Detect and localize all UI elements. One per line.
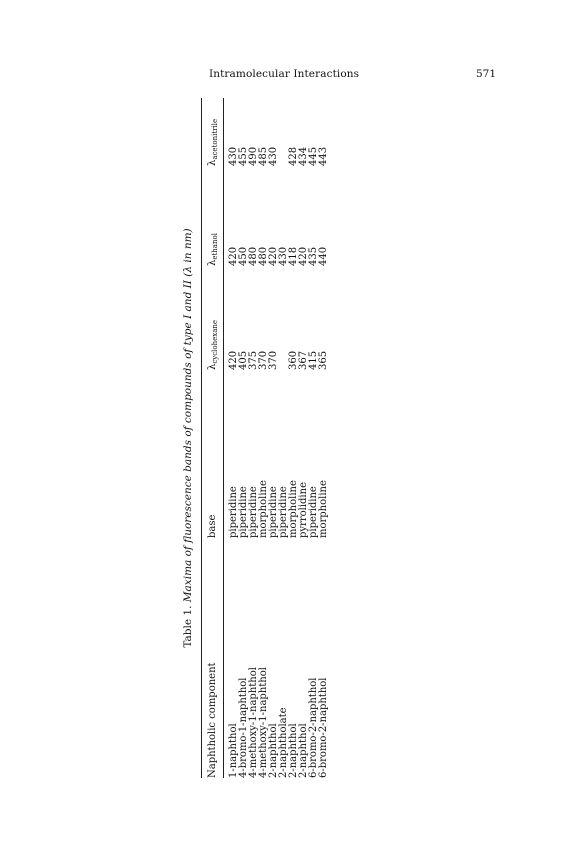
cell-component: 4-bromo-1-naphthol [238, 677, 249, 778]
cell-base: pyrrolidine [298, 482, 309, 538]
cell-ethanol: 435 [308, 246, 319, 266]
table-row [259, 98, 269, 778]
cell-acetonitrile: 490 [248, 146, 259, 166]
cell-base: piperidine [278, 486, 289, 538]
cell-base: morpholine [258, 480, 269, 538]
cell-ethanol: 440 [318, 246, 329, 266]
header-base: base [207, 514, 218, 538]
lambda-symbol: λ [207, 259, 218, 266]
table-row [269, 98, 279, 778]
rotated-table-block [181, 98, 417, 778]
cell-component: 6-bromo-2-naphthol [318, 677, 329, 778]
table-row [279, 98, 289, 778]
cell-ethanol: 418 [288, 246, 299, 266]
caption-label: Table 1. [182, 605, 194, 648]
cell-acetonitrile: 485 [258, 146, 269, 166]
cell-ethanol: 450 [238, 246, 249, 266]
header-ethanol-sub: ethanol [211, 233, 219, 260]
cell-component: 2-naphtholate [278, 707, 289, 778]
table-header-row [205, 98, 221, 778]
header-cyclohexane [205, 320, 221, 370]
cell-cyclohexane: 360 [288, 350, 299, 370]
cell-ethanol: 480 [248, 246, 259, 266]
cell-component: 2-naphthol [298, 723, 309, 778]
cell-cyclohexane: 415 [308, 350, 319, 370]
cell-cyclohexane: 365 [318, 350, 329, 370]
cell-cyclohexane: 405 [238, 350, 249, 370]
cell-cyclohexane: 420 [228, 350, 239, 370]
cell-ethanol: 430 [278, 246, 289, 266]
cell-base: morpholine [318, 480, 329, 538]
lambda-symbol: λ [207, 159, 218, 166]
header-acetonitrile-sub: acetonitrile [211, 118, 219, 160]
table-row [319, 98, 329, 778]
table-row [289, 98, 299, 778]
table-body [229, 98, 329, 778]
cell-component: 1-naphthol [228, 723, 239, 778]
cell-ethanol: 420 [268, 246, 279, 266]
cell-acetonitrile: 428 [288, 146, 299, 166]
cell-component: 2-naphthol [268, 723, 279, 778]
cell-cyclohexane: 367 [298, 350, 309, 370]
cell-component: 4-methoxy-1-naphthol [248, 667, 259, 778]
cell-base: piperidine [268, 486, 279, 538]
header-component: Naphtholic component [207, 662, 218, 778]
cell-cyclohexane: 375 [248, 350, 259, 370]
table-row [229, 98, 239, 778]
table-caption [181, 98, 195, 778]
cell-component: 6-bromo-2-naphthol [308, 677, 319, 778]
cell-base: piperidine [228, 486, 239, 538]
caption-title: Maxima of fluorescence bands of compounds of type I and II (λ in nm) [182, 228, 194, 603]
cell-acetonitrile: 455 [238, 146, 249, 166]
cell-ethanol: 420 [228, 246, 239, 266]
table-header-rule [223, 98, 224, 778]
page-number: 571 [476, 68, 497, 80]
cell-base: morpholine [288, 480, 299, 538]
cell-acetonitrile: 434 [298, 146, 309, 166]
header-acetonitrile [205, 119, 221, 166]
cell-acetonitrile: 445 [308, 146, 319, 166]
header-ethanol [205, 233, 221, 266]
cell-base: piperidine [308, 486, 319, 538]
cell-base: piperidine [238, 486, 249, 538]
table-top-rule [201, 98, 202, 778]
cell-acetonitrile: 430 [228, 146, 239, 166]
header-cyclohexane-sub: cyclohexane [211, 319, 219, 364]
cell-acetonitrile: 443 [318, 146, 329, 166]
lambda-symbol: λ [207, 363, 218, 370]
cell-acetonitrile: 430 [268, 146, 279, 166]
cell-base: piperidine [248, 486, 259, 538]
running-head: Intramolecular Interactions [209, 68, 360, 80]
table-row [299, 98, 309, 778]
cell-component: 4-methoxy-1-naphthol [258, 667, 269, 778]
table-row [309, 98, 319, 778]
cell-cyclohexane: 370 [268, 350, 279, 370]
cell-ethanol: 420 [298, 246, 309, 266]
cell-ethanol: 480 [258, 246, 269, 266]
cell-component: 2-naphthol [288, 723, 299, 778]
cell-cyclohexane: 370 [258, 350, 269, 370]
